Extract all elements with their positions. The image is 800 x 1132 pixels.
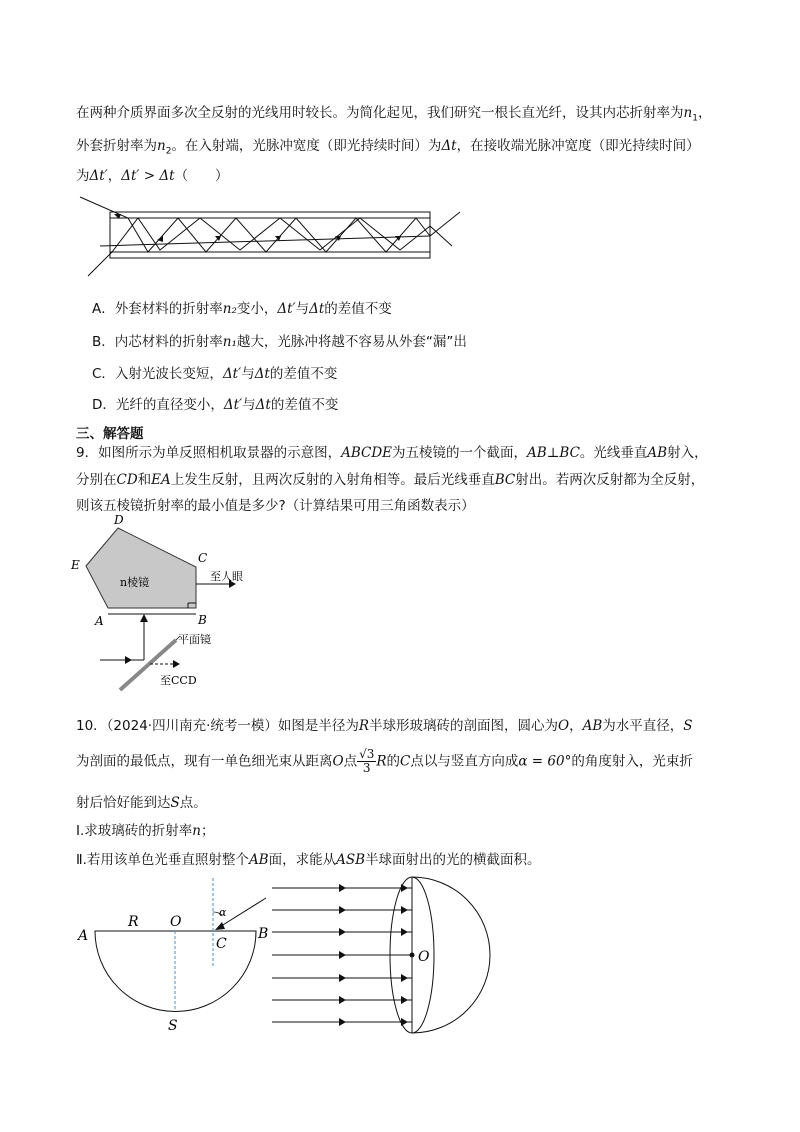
option-b[interactable]: B．内芯材料的折射率n₁越大，光脉冲将越不容易从外套“漏”出 <box>92 334 467 350</box>
q8-line-3: 为Δt′，Δt′ > Δt（ ） <box>76 168 229 184</box>
label-O2: O <box>418 949 430 965</box>
q10-line-2: 为剖面的最低点，现有一单色细光束从距离O点 $\frac{√3}{3}$ R的C点以与竖直方向成α = 60°的角度射入，光束折 <box>76 747 693 775</box>
label-B: B <box>258 926 269 942</box>
q10-line-1: 10．（2024·四川南充·统考一模）如图是半径为R半球形玻璃砖的剖面图，圆心为O，AB为水平直径，S <box>76 718 693 734</box>
label-A: A <box>78 928 89 944</box>
label-R: R <box>128 914 139 930</box>
label-B: B <box>198 613 207 627</box>
q9-line-2: 分别在CD和EA上发生反射，且两次反射的入射角相等。最后光线垂直BC射出。若两次反射都为全反射， <box>76 472 705 488</box>
label-C: C <box>216 936 227 952</box>
q9-line-1: 9．如图所示为单反照相机取景器的示意图，ABCDE为五棱镜的一个截面，AB⊥BC。光线垂直AB射入， <box>76 445 708 461</box>
section-heading: 三、解答题 <box>76 426 144 442</box>
option-c[interactable]: C．入射光波长变短，Δt′与Δt的差值不变 <box>92 366 338 382</box>
label-mirror: 平面镜 <box>178 633 211 646</box>
label-alpha: α <box>219 906 227 919</box>
option-a[interactable]: A．外套材料的折射率n₂变小，Δt′与Δt的差值不变 <box>92 301 392 317</box>
label-prism: n棱镜 <box>120 576 150 589</box>
label-E: E <box>71 558 80 572</box>
fraction: $\frac{√3}{3}$ <box>359 747 375 775</box>
q8-line-1: 在两种介质界面多次全反射的光线用时较长。为简化起见，我们研究一根长直光纤，设其内芯折射率为$n_1$， <box>76 105 712 124</box>
label-D: D <box>114 513 124 527</box>
option-d[interactable]: D．光纤的直径变小，Δt′与Δt的差值不变 <box>92 397 339 413</box>
label-eye: 至人眼 <box>210 570 243 583</box>
arrow-head <box>215 922 225 930</box>
label-ccd: 至CCD <box>160 674 197 687</box>
label-C: C <box>198 551 208 565</box>
label-S: S <box>168 1018 178 1034</box>
q10-part-2: Ⅱ.若用该单色光垂直照射整个AB面，求能从ASB半球面射出的光的横截面积。 <box>76 852 541 868</box>
label-A: A <box>95 614 104 628</box>
q10-part-1: Ⅰ.求玻璃砖的折射率n； <box>76 823 215 839</box>
q8-line-2: 外套折射率为$n_2$。在入射端，光脉冲宽度（即光持续时间）为Δt，在接收端光脉冲宽度（即光持续时间） <box>76 138 700 157</box>
label-O: O <box>170 914 182 930</box>
q10-line-3: 射后恰好能到达S点。 <box>76 795 207 811</box>
q9-line-3: 则该五棱镜折射率的最小值是多少?（计算结果可用三角函数表示） <box>76 498 475 514</box>
